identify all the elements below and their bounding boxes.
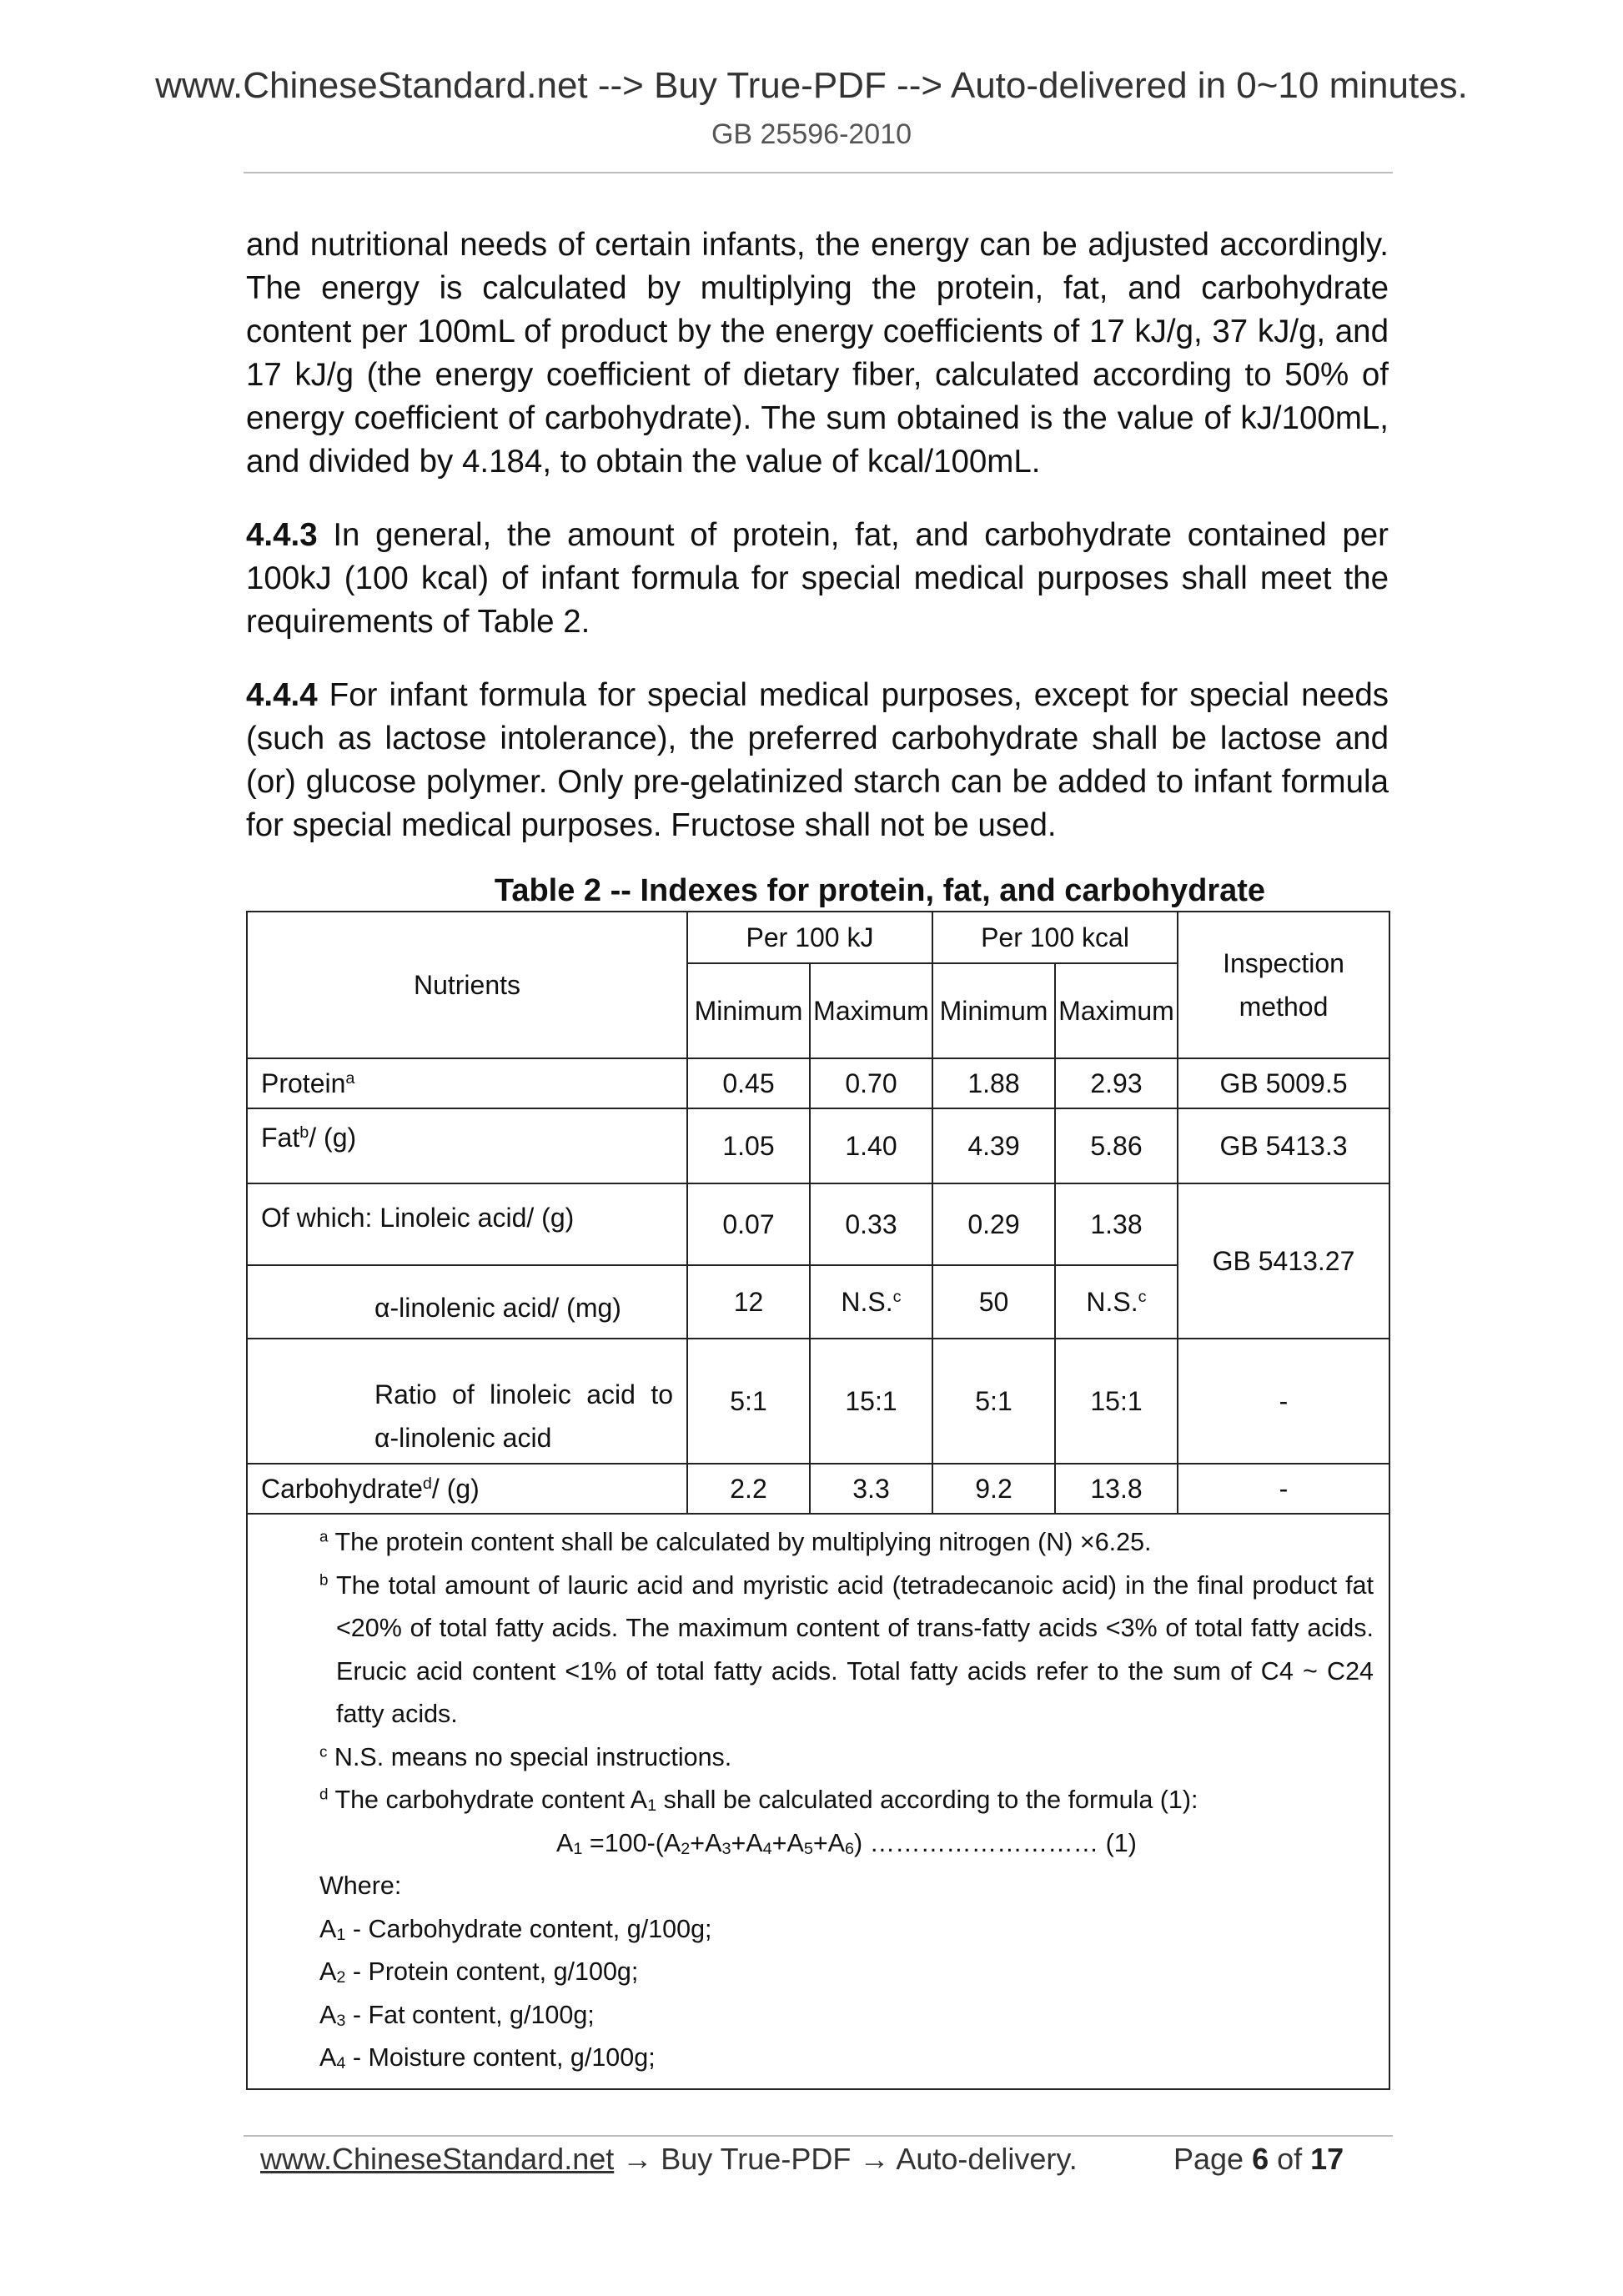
- paragraph-4-4-3: [246, 514, 1389, 644]
- where-label: Where:: [319, 1871, 402, 1900]
- definition-a3: $A_3$ - Fat content, g/100g;: [319, 2000, 595, 2030]
- table-row: [247, 1108, 1389, 1183]
- footer-site-link[interactable]: www.ChineseStandard.net: [260, 2142, 615, 2176]
- table-row: [247, 1183, 1389, 1265]
- row-label: Of which: Linoleic acid/ (g): [247, 1183, 687, 1265]
- row-label: α-linolenic acid/ (mg): [247, 1265, 687, 1339]
- row-label: Carbohydrate$^d$/ (g): [247, 1464, 687, 1514]
- table-notes: [247, 1514, 1389, 2089]
- standard-number: GB 25596-2010: [711, 118, 912, 150]
- table-header-row: [247, 912, 1389, 963]
- table-row: [247, 1464, 1389, 1514]
- cell-value: 4.39: [932, 1108, 1055, 1183]
- header-maximum: Maximum: [810, 963, 932, 1058]
- cell-method: GB 5413.27: [1178, 1183, 1389, 1339]
- cell-value: 5:1: [932, 1339, 1055, 1464]
- note-c: $^c$ N.S. means no special instructions.: [319, 1742, 732, 1771]
- footer-divider: [244, 2135, 1393, 2137]
- cell-method: -: [1178, 1464, 1389, 1514]
- note-a: $^a$ The protein content shall be calculated by multiplying nitrogen (N) ×6.25.: [319, 1528, 1152, 1556]
- cell-method: GB 5009.5: [1178, 1058, 1389, 1108]
- page-indicator: Page 6 of 17: [1173, 2142, 1344, 2176]
- cell-value: 1.88: [932, 1058, 1055, 1108]
- table-caption: Table 2 -- Indexes for protein, fat, and carbohydrate: [494, 873, 1266, 908]
- header-minimum: Minimum: [932, 963, 1055, 1058]
- footer-tagline: → Buy True-PDF → Auto-delivery.: [614, 2142, 1078, 2176]
- page-current: 6: [1252, 2142, 1269, 2176]
- row-label: Protein$^a$: [247, 1058, 687, 1108]
- cell-value: N.S.$^c$: [1055, 1265, 1178, 1339]
- cell-value: N.S.$^c$: [810, 1265, 932, 1339]
- cell-method: GB 5413.3: [1178, 1108, 1389, 1183]
- row-label: Ratio of linoleic acid to α-linolenic acid: [247, 1339, 687, 1464]
- cell-value: 2.93: [1055, 1058, 1178, 1108]
- cell-value: 1.40: [810, 1108, 932, 1183]
- cell-value: 15:1: [1055, 1339, 1178, 1464]
- clause-number: 4.4.3: [246, 517, 318, 553]
- note-d: $^d$ The carbohydrate content $A_1$ shall be calculated according to the formula (1):: [319, 1786, 1198, 1815]
- footer-text: [260, 2142, 1078, 2177]
- clause-text: For infant formula for special medical purposes, except for special needs (such as lactose intolerance), the preferred carbohydrate shall be lactose and (or) glucose polymer. Only pre-gelatinized starch can be added to infant formula for special medical purposes. Fructose shall not be used.: [246, 677, 1389, 843]
- header-maximum: Maximum: [1055, 963, 1178, 1058]
- note-b: $^b$ The total amount of lauric acid and myristic acid (tetradecanoic acid) in the final product fat <20% of total fatty acids. The maximum content of trans-fatty acids <3% of total fatty acids. Erucic acid content <1% of total fatty acids. Total fatty acids refer to the sum of C4 ~ C24 fatty acids.: [319, 1570, 1374, 1728]
- formula-1: $A_1 =100-(A_2+A_3+A_4+A_5+A_6)$ ……………………… (1): [556, 1828, 1137, 1858]
- cell-value: 0.07: [687, 1183, 810, 1265]
- row-label: Fat$^b$/ (g): [247, 1108, 687, 1183]
- cell-value: 9.2: [932, 1464, 1055, 1514]
- cell-value: 1.05: [687, 1108, 810, 1183]
- table-row: [247, 1058, 1389, 1108]
- definition-a1: $A_1$ - Carbohydrate content, g/100g;: [319, 1914, 712, 1944]
- header-per-100kj: Per 100 kJ: [687, 912, 932, 963]
- header-divider: [244, 172, 1393, 173]
- cell-value: 5.86: [1055, 1108, 1178, 1183]
- cell-value: 50: [932, 1265, 1055, 1339]
- header-banner: www.ChineseStandard.net --> Buy True-PDF --> Auto-delivered in 0~10 minutes.: [155, 65, 1468, 106]
- document-body: [246, 224, 1389, 2090]
- cell-value: 0.70: [810, 1058, 932, 1108]
- definition-a2: $A_2$ - Protein content, g/100g;: [319, 1957, 639, 1987]
- cell-value: 0.45: [687, 1058, 810, 1108]
- header-per-100kcal: Per 100 kcal: [932, 912, 1178, 963]
- cell-value: 13.8: [1055, 1464, 1178, 1514]
- table-row: [247, 1339, 1389, 1464]
- header-inspection-method: Inspection method: [1178, 912, 1389, 1058]
- cell-value: 3.3: [810, 1464, 932, 1514]
- paragraph-energy: and nutritional needs of certain infants, the energy can be adjusted accordingly. The energy is calculated by multiplying the protein, fat, and carbohydrate content per 100mL of product by the energy coefficients of 17 kJ/g, 37 kJ/g, and 17 kJ/g (the energy coefficient of dietary fiber, calculated according to 50% of energy coefficient of carbohydrate). The sum obtained is the value of kJ/100mL, and divided by 4.184, to obtain the value of kcal/100mL.: [246, 227, 1389, 480]
- header-minimum: Minimum: [687, 963, 810, 1058]
- cell-value: 0.33: [810, 1183, 932, 1265]
- cell-value: 1.38: [1055, 1183, 1178, 1265]
- cell-value: 5:1: [687, 1339, 810, 1464]
- cell-value: 0.29: [932, 1183, 1055, 1265]
- cell-value: 15:1: [810, 1339, 932, 1464]
- definition-a4: $A_4$ - Moisture content, g/100g;: [319, 2043, 656, 2072]
- cell-value: 12: [687, 1265, 810, 1339]
- table-notes-row: [247, 1514, 1389, 2089]
- clause-number: 4.4.4: [246, 677, 318, 713]
- clause-text: In general, the amount of protein, fat, and carbohydrate contained per 100kJ (100 kcal) of infant formula for special medical purposes shall meet the requirements of Table 2.: [246, 517, 1389, 640]
- paragraph-4-4-4: [246, 674, 1389, 847]
- nutrient-table: [246, 911, 1390, 2090]
- header-nutrients: Nutrients: [247, 912, 687, 1058]
- page-total: 17: [1310, 2142, 1344, 2176]
- cell-value: 2.2: [687, 1464, 810, 1514]
- cell-method: -: [1178, 1339, 1389, 1464]
